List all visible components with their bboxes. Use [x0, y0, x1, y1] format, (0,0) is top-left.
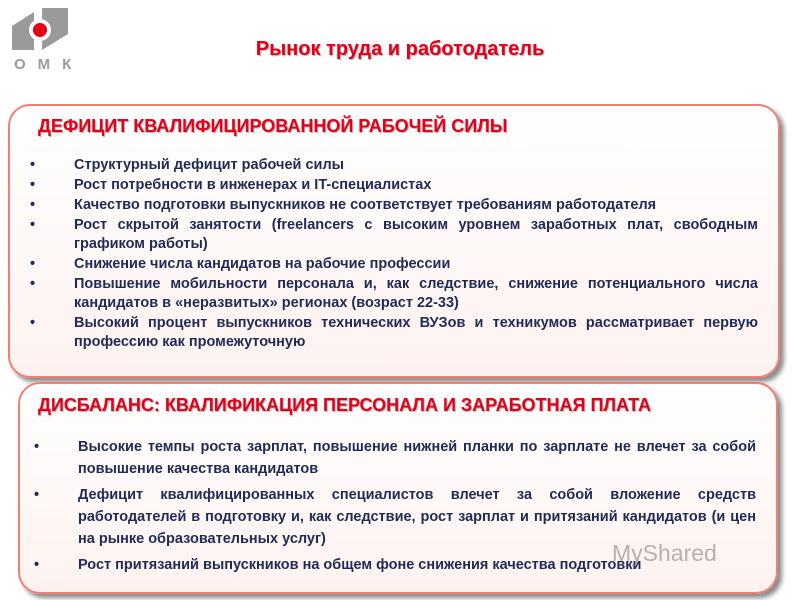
list-item: • Качество подготовки выпускников не соответствует требованиям работодателя — [30, 196, 758, 215]
logo-text: ОМК — [14, 56, 84, 73]
list-item: • Повышение мобильности персонала и, как следствие, снижение потенциального числа кандидатов в «неразвитых» регионах (возраст 22-33) — [30, 275, 758, 313]
list-item: • Высокие темпы роста зарплат, повышение нижней планки по зарплате не влечет за собой повышение качества кандидатов — [34, 436, 756, 480]
list-item: • Рост скрытой занятости (freelancers с высоким уровнем заработных плат, свободным графиком работы) — [30, 216, 758, 254]
watermark: MyShared — [612, 540, 717, 566]
list-item: • Рост притязаний выпускников на общем фоне снижения качества подготовки — [34, 554, 756, 576]
list-item: • Дефицит квалифицированных специалистов влечет за собой вложение средств работодателей в подготовку и, как следствие, рост зарплат и притязаний кандидатов (и цен на рынке образовательных услуг) — [34, 484, 756, 550]
list-item: • Структурный дефицит рабочей силы — [30, 156, 758, 175]
imbalance-heading: ДИСБАЛАНС: КВАЛИФИКАЦИЯ ПЕРСОНАЛА И ЗАРАБОТНАЯ ПЛАТА — [38, 395, 651, 415]
list-item: • Высокий процент выпускников технических ВУЗов и техникумов рассматривает первую профессию как промежуточную — [30, 314, 758, 352]
deficit-list — [30, 156, 758, 353]
deficit-panel — [8, 104, 780, 378]
list-item: • Снижение числа кандидатов на рабочие профессии — [30, 255, 758, 274]
page-title: Рынок труда и работодатель — [255, 38, 545, 60]
deficit-heading: ДЕФИЦИТ КВАЛИФИЦИРОВАННОЙ РАБОЧЕЙ СИЛЫ — [38, 116, 508, 136]
list-item: • Рост потребности в инженерах и IT-специалистах — [30, 176, 758, 195]
